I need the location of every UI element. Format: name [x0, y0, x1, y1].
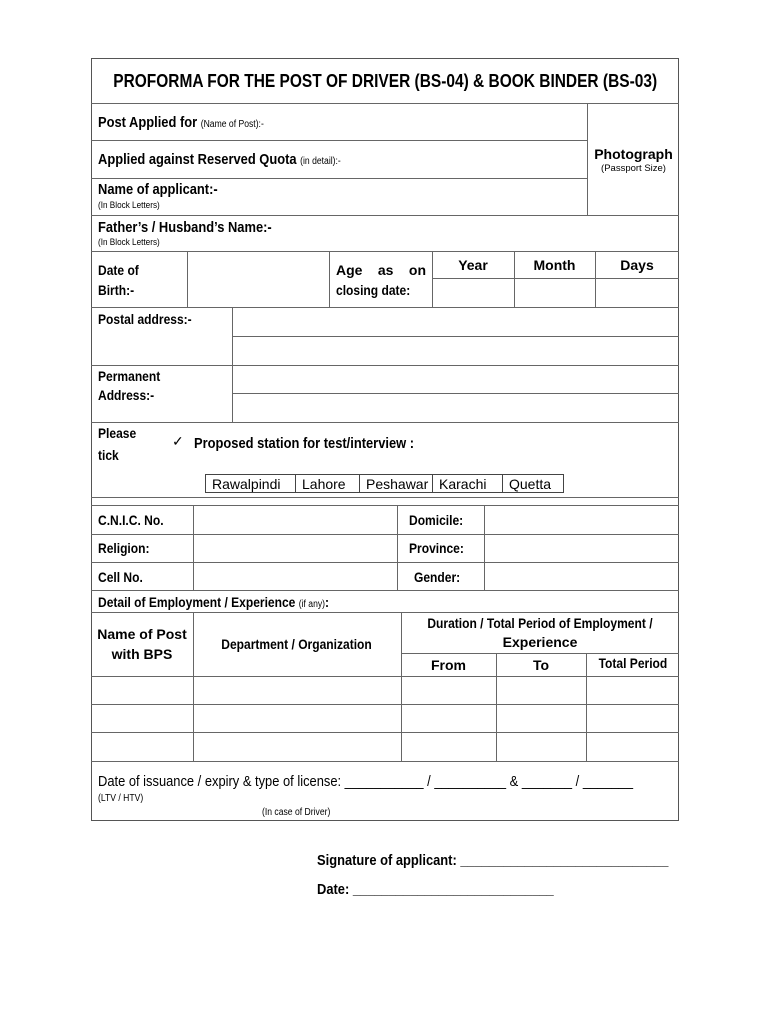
- year-text: Year: [458, 257, 488, 273]
- tick-line2-text: tick: [98, 447, 119, 463]
- form-title: [0, 71, 770, 92]
- month-text: Month: [533, 257, 576, 273]
- rule: [91, 590, 679, 591]
- name-note: [98, 200, 170, 211]
- rule: [432, 278, 679, 279]
- dob-label-line2: [98, 282, 140, 298]
- gender-label: [414, 569, 468, 585]
- date-line[interactable]: [317, 881, 592, 898]
- col-dept: [193, 636, 401, 652]
- gender-text: Gender:: [414, 569, 461, 585]
- col-duration-line2: [401, 634, 679, 650]
- photo-label-text: Photograph: [594, 146, 673, 162]
- rule: [91, 562, 679, 563]
- col-total-text: Total Period: [598, 655, 667, 671]
- religion-text: Religion:: [98, 540, 150, 556]
- rule: [91, 251, 679, 252]
- rule: [91, 534, 679, 535]
- tick-line1-text: Please: [98, 425, 137, 441]
- age-line2-text: closing date:: [336, 282, 411, 298]
- rule: [91, 103, 679, 104]
- checkmark-glyph: ✓: [172, 433, 184, 449]
- name-label: [98, 181, 237, 198]
- tick-label-line1: [98, 425, 142, 441]
- employment-colon: :: [325, 594, 330, 610]
- postal-text: Postal address:-: [98, 311, 192, 327]
- rule: [232, 393, 679, 394]
- col-post-line1: [91, 626, 193, 642]
- employment-label: [98, 594, 367, 610]
- age-label-line1: [336, 262, 432, 278]
- name-note-text: (In Block Letters): [98, 200, 160, 211]
- rule: [484, 505, 485, 590]
- col-to-text: To: [532, 657, 550, 673]
- father-label: [98, 219, 300, 236]
- photo-label: [588, 146, 679, 162]
- station-option-label: Karachi: [439, 476, 487, 492]
- photo-note-text: (Passport Size): [601, 163, 666, 174]
- rule: [193, 505, 194, 590]
- rule: [193, 612, 194, 761]
- col-to: [496, 657, 586, 673]
- rule: [187, 251, 188, 307]
- province-label: [409, 540, 473, 556]
- dob-line1-text: Date of: [98, 262, 139, 278]
- rule: [91, 704, 679, 705]
- age-line1-text: Age as on: [336, 262, 426, 278]
- form-title-text: PROFORMA FOR THE POST OF DRIVER (BS-04) & BOOK BINDER (BS-03): [113, 71, 657, 91]
- rule: [401, 653, 679, 654]
- postal-label: [98, 311, 207, 327]
- station-option-rawalpindi[interactable]: [205, 474, 296, 493]
- license-note: [98, 793, 151, 804]
- col-duration-line1: [401, 615, 679, 631]
- signature-text: Signature of applicant: _____________________________: [317, 852, 669, 869]
- domicile-label: [409, 512, 472, 528]
- station-option-quetta[interactable]: [502, 474, 564, 493]
- col-from-text: From: [431, 657, 466, 673]
- father-note: [98, 237, 170, 248]
- rule: [91, 497, 679, 498]
- rule: [329, 251, 330, 307]
- dob-line2-text: Birth:-: [98, 282, 135, 298]
- rule: [232, 307, 233, 422]
- date-text: Date: ____________________________: [317, 881, 554, 898]
- rule: [91, 676, 679, 677]
- rule: [91, 307, 679, 308]
- license-text: Date of issuance / expiry & type of license: ___________ / __________ & _______ / _______: [98, 773, 634, 790]
- reserved-quota-note: (in detail):-: [300, 156, 341, 167]
- station-option-lahore[interactable]: [295, 474, 360, 493]
- age-label-line2: [336, 282, 422, 298]
- col-duration-line2-text: Experience: [502, 634, 578, 650]
- tick-label-line2: [98, 447, 122, 463]
- rule: [91, 505, 679, 506]
- permanent-label-line2: [98, 387, 163, 403]
- license-driver-note: [262, 807, 341, 818]
- rule: [91, 732, 679, 733]
- cell-text: Cell No.: [98, 569, 143, 585]
- reserved-quota-text: Applied against Reserved Quota: [98, 151, 297, 168]
- reserved-quota-label: [98, 151, 380, 168]
- rule: [91, 140, 587, 141]
- religion-label: [98, 540, 158, 556]
- rule: [91, 761, 679, 762]
- month-header: [514, 257, 595, 273]
- days-header: [595, 257, 679, 273]
- permanent-line1-text: Permanent: [98, 368, 161, 384]
- col-post-line1-text: Name of Post: [97, 626, 187, 642]
- checkmark-icon: [172, 433, 184, 450]
- station-option-peshawar[interactable]: [359, 474, 433, 493]
- rule: [91, 365, 679, 366]
- permanent-label-line1: [98, 368, 170, 384]
- col-from: [401, 657, 496, 673]
- station-option-label: Rawalpindi: [212, 476, 281, 492]
- permanent-line2-text: Address:-: [98, 387, 155, 403]
- dob-label-line1: [98, 262, 145, 278]
- cell-label: [98, 569, 150, 585]
- post-applied-text: Post Applied for: [98, 114, 198, 131]
- station-option-label: Quetta: [509, 476, 552, 492]
- rule: [232, 336, 679, 337]
- license-driver-text: (In case of Driver): [262, 807, 331, 818]
- cnic-text: C.N.I.C. No.: [98, 512, 164, 528]
- signature-line[interactable]: [317, 852, 726, 869]
- rule: [397, 505, 398, 590]
- license-note-text: (LTV / HTV): [98, 793, 144, 804]
- col-post-line2: [91, 646, 193, 662]
- post-applied-label: [98, 114, 291, 131]
- year-header: [432, 257, 514, 273]
- employment-note: (if any): [298, 599, 326, 610]
- post-applied-note: (Name of Post):-: [200, 119, 264, 130]
- province-text: Province:: [409, 540, 464, 556]
- station-option-label: Peshawar: [366, 476, 429, 492]
- station-option-label: Lahore: [302, 476, 346, 492]
- rule: [91, 178, 587, 179]
- cnic-label: [98, 512, 174, 528]
- employment-text: Detail of Employment / Experience: [98, 594, 296, 610]
- father-note-text: (In Block Letters): [98, 237, 160, 248]
- rule: [91, 215, 679, 216]
- col-duration-line1-text: Duration / Total Period of Employment /: [427, 615, 653, 631]
- station-label-text: Proposed station for test/interview :: [194, 435, 415, 452]
- name-label-text: Name of applicant:-: [98, 181, 218, 198]
- domicile-text: Domicile:: [409, 512, 464, 528]
- station-option-karachi[interactable]: [432, 474, 503, 493]
- rule: [91, 612, 679, 613]
- license-label: [98, 773, 720, 790]
- photo-note: [588, 163, 679, 174]
- col-total: [586, 655, 679, 671]
- rule: [91, 422, 679, 423]
- days-text: Days: [620, 257, 654, 273]
- col-dept-text: Department / Organization: [221, 636, 373, 652]
- col-post-line2-text: with BPS: [111, 646, 173, 662]
- father-label-text: Father’s / Husband’s Name:-: [98, 219, 272, 236]
- station-label: [194, 435, 450, 452]
